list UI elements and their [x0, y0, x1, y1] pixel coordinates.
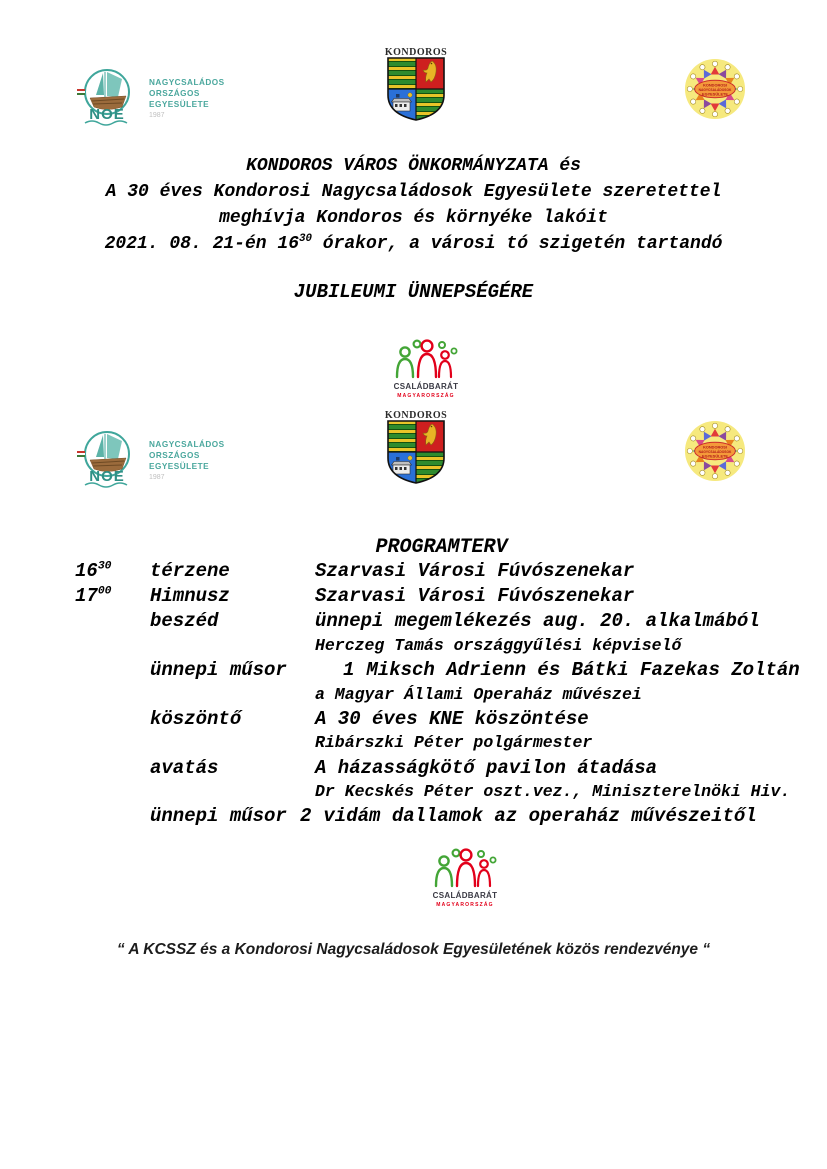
program-item-label: avatás: [150, 757, 219, 779]
program-item-desc: Szarvasi Városi Fúvószenekar: [315, 585, 635, 607]
noe-logo: [73, 66, 225, 126]
program-item-label: ünnepi műsor: [150, 805, 287, 827]
program-row: [0, 560, 827, 585]
invitation-title: [0, 153, 827, 257]
program-row: [0, 610, 827, 635]
program-row: [0, 708, 827, 733]
program-item-desc: ünnepi megemlékezés aug. 20. alkalmából: [315, 610, 760, 632]
title-line-1: KONDOROS VÁROS ÖNKORMÁNYZATA és: [246, 156, 581, 176]
csaladbarat-logo: [393, 337, 459, 399]
program-item-desc: Szarvasi Városi Fúvószenekar: [315, 560, 635, 582]
kne-circle-logo: [684, 58, 746, 120]
event-title: JUBILEUMI ÜNNEPSÉGÉRE: [293, 281, 534, 303]
program-item-label: térzene: [150, 560, 230, 582]
title-line-2: A 30 éves Kondorosi Nagycsaládosok Egyesülete szeretettel: [105, 182, 722, 202]
program-item-desc: A házasságkötő pavilon átadása: [315, 757, 658, 779]
noe-logo: [73, 428, 225, 488]
program-item-label: beszéd: [150, 610, 219, 632]
kne-circle-logo: [684, 420, 746, 482]
program-item-label: köszöntő: [150, 708, 242, 730]
program-item-desc: 2 vidám dallamok az operaház művészeitől: [300, 805, 757, 827]
kondoros-coat-of-arms: [385, 44, 447, 122]
program-heading: PROGRAMTERV: [375, 536, 508, 559]
program-item-desc: A 30 éves KNE köszöntése: [315, 708, 589, 730]
title-date-line: 2021. 08. 21-én $16^{30}$ órakor, a városi tó szigetén tartandó: [104, 233, 723, 254]
footer-quote: “ A KCSSZ és a Kondorosi Nagycsaládosok Egyesületének közös rendezvénye “: [116, 941, 711, 958]
program-item-detail: Herczeg Tamás országgyűlési képviselő: [315, 636, 682, 655]
program-item-label: Himnusz: [150, 585, 230, 607]
csaladbarat-logo: [432, 846, 498, 908]
program-row: [0, 805, 827, 830]
program-row: [0, 585, 827, 610]
title-line-3: meghívja Kondoros és környéke lakóit: [219, 208, 608, 228]
program-item-label: ünnepi műsor: [150, 659, 287, 681]
program-item-detail: Ribárszki Péter polgármester: [315, 733, 593, 752]
program-time: $17^{00}$: [75, 585, 112, 607]
program-item-detail: a Magyar Állami Operaház művészei: [315, 685, 642, 704]
kondoros-coat-of-arms: [385, 407, 447, 485]
program-row: [0, 659, 827, 684]
program-row: [0, 757, 827, 782]
program-item-desc: 1 Miksch Adrienn és Bátki Fazekas Zoltán: [343, 659, 800, 681]
program-time: $16^{30}$: [75, 560, 112, 582]
program-item-detail: Dr Kecskés Péter oszt.vez., Miniszterelnöki Hiv.: [315, 782, 791, 801]
